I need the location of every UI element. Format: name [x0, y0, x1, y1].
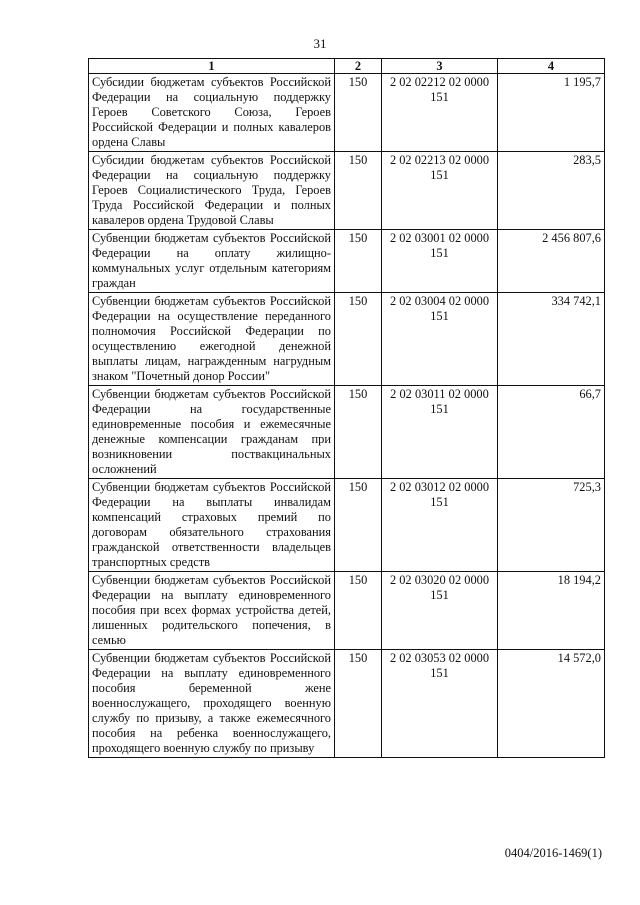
budget-code-line2: 151 [430, 495, 449, 509]
row-admin-code: 150 [335, 650, 382, 758]
budget-code-line2: 151 [430, 666, 449, 680]
row-budget-code [382, 386, 498, 479]
table-row [89, 230, 605, 293]
budget-code-line2: 151 [430, 309, 449, 323]
row-admin-code: 150 [335, 152, 382, 230]
row-description: Субвенции бюджетам субъектов Российской Федерации на выплату единовременного пособия беременной жене военнослужащего, проходящего военную службу по призыву, а также ежемесячного пособия на ребенка военнослужащего, проходящего военную службу по призыву [89, 650, 335, 758]
row-amount: 334 742,1 [498, 293, 605, 386]
table-row [89, 572, 605, 650]
budget-code-line1: 2 02 03053 02 0000 [389, 651, 490, 665]
column-header-4: 4 [498, 59, 605, 74]
row-amount: 283,5 [498, 152, 605, 230]
budget-code-line2: 151 [430, 90, 449, 104]
row-admin-code: 150 [335, 479, 382, 572]
row-description: Субсидии бюджетам субъектов Российской Федерации на социальную поддержку Героев Советского Союза, Героев Российской Федерации и полных кавалеров ордена Славы [89, 74, 335, 152]
table-row [89, 74, 605, 152]
budget-table [88, 58, 605, 758]
column-header-3: 3 [382, 59, 498, 74]
document-footer-code: 0404/2016-1469(1) [504, 846, 602, 860]
budget-code-line1: 2 02 03004 02 0000 [389, 294, 490, 308]
row-description: Субвенции бюджетам субъектов Российской Федерации на выплату единовременного пособия при всех формах устройства детей, лишенных родительского попечения, в семью [89, 572, 335, 650]
row-budget-code [382, 650, 498, 758]
row-admin-code: 150 [335, 230, 382, 293]
row-amount: 66,7 [498, 386, 605, 479]
table-header [89, 59, 605, 74]
budget-code-line1: 2 02 02213 02 0000 [389, 153, 490, 167]
header-row [89, 59, 605, 74]
row-admin-code: 150 [335, 572, 382, 650]
page-number: 31 [313, 36, 327, 51]
row-amount: 14 572,0 [498, 650, 605, 758]
row-amount: 725,3 [498, 479, 605, 572]
row-description: Субсидии бюджетам субъектов Российской Федерации на социальную поддержку Героев Социалистического Труда, Героев Труда Российской Федерации и полных кавалеров ордена Трудовой Славы [89, 152, 335, 230]
budget-code-line2: 151 [430, 246, 449, 260]
row-amount: 18 194,2 [498, 572, 605, 650]
budget-code-line1: 2 02 03012 02 0000 [389, 480, 490, 494]
budget-code-line1: 2 02 03001 02 0000 [389, 231, 490, 245]
column-header-1: 1 [89, 59, 335, 74]
table-row [89, 650, 605, 758]
table-row [89, 479, 605, 572]
table-row [89, 386, 605, 479]
row-amount: 1 195,7 [498, 74, 605, 152]
row-budget-code [382, 572, 498, 650]
table-body [89, 74, 605, 758]
row-admin-code: 150 [335, 386, 382, 479]
row-description: Субвенции бюджетам субъектов Российской Федерации на выплаты инвалидам компенсаций страховых премий по договорам обязательного страхования гражданской ответственности владельцев транспортных средств [89, 479, 335, 572]
row-description: Субвенции бюджетам субъектов Российской Федерации на государственные единовременные пособия и ежемесячные денежные компенсации гражданам при возникновении поствакцинальных осложнений [89, 386, 335, 479]
row-amount: 2 456 807,6 [498, 230, 605, 293]
budget-code-line2: 151 [430, 168, 449, 182]
row-description: Субвенции бюджетам субъектов Российской Федерации на осуществление переданного полномочия Российской Федерации по осуществлению ежегодной денежной выплаты лицам, награжденным нагрудным знаком "Почетный донор России" [89, 293, 335, 386]
table-row [89, 152, 605, 230]
row-budget-code [382, 230, 498, 293]
budget-code-line1: 2 02 02212 02 0000 [389, 75, 490, 89]
row-admin-code: 150 [335, 293, 382, 386]
row-budget-code [382, 293, 498, 386]
budget-code-line1: 2 02 03011 02 0000 [390, 387, 489, 401]
table-row [89, 293, 605, 386]
budget-code-line2: 151 [430, 402, 449, 416]
row-budget-code [382, 479, 498, 572]
budget-code-line2: 151 [430, 588, 449, 602]
budget-code-line1: 2 02 03020 02 0000 [389, 573, 490, 587]
column-header-2: 2 [335, 59, 382, 74]
row-admin-code: 150 [335, 74, 382, 152]
row-budget-code [382, 152, 498, 230]
row-description: Субвенции бюджетам субъектов Российской Федерации на оплату жилищно-коммунальных услуг отдельным категориям граждан [89, 230, 335, 293]
row-budget-code [382, 74, 498, 152]
